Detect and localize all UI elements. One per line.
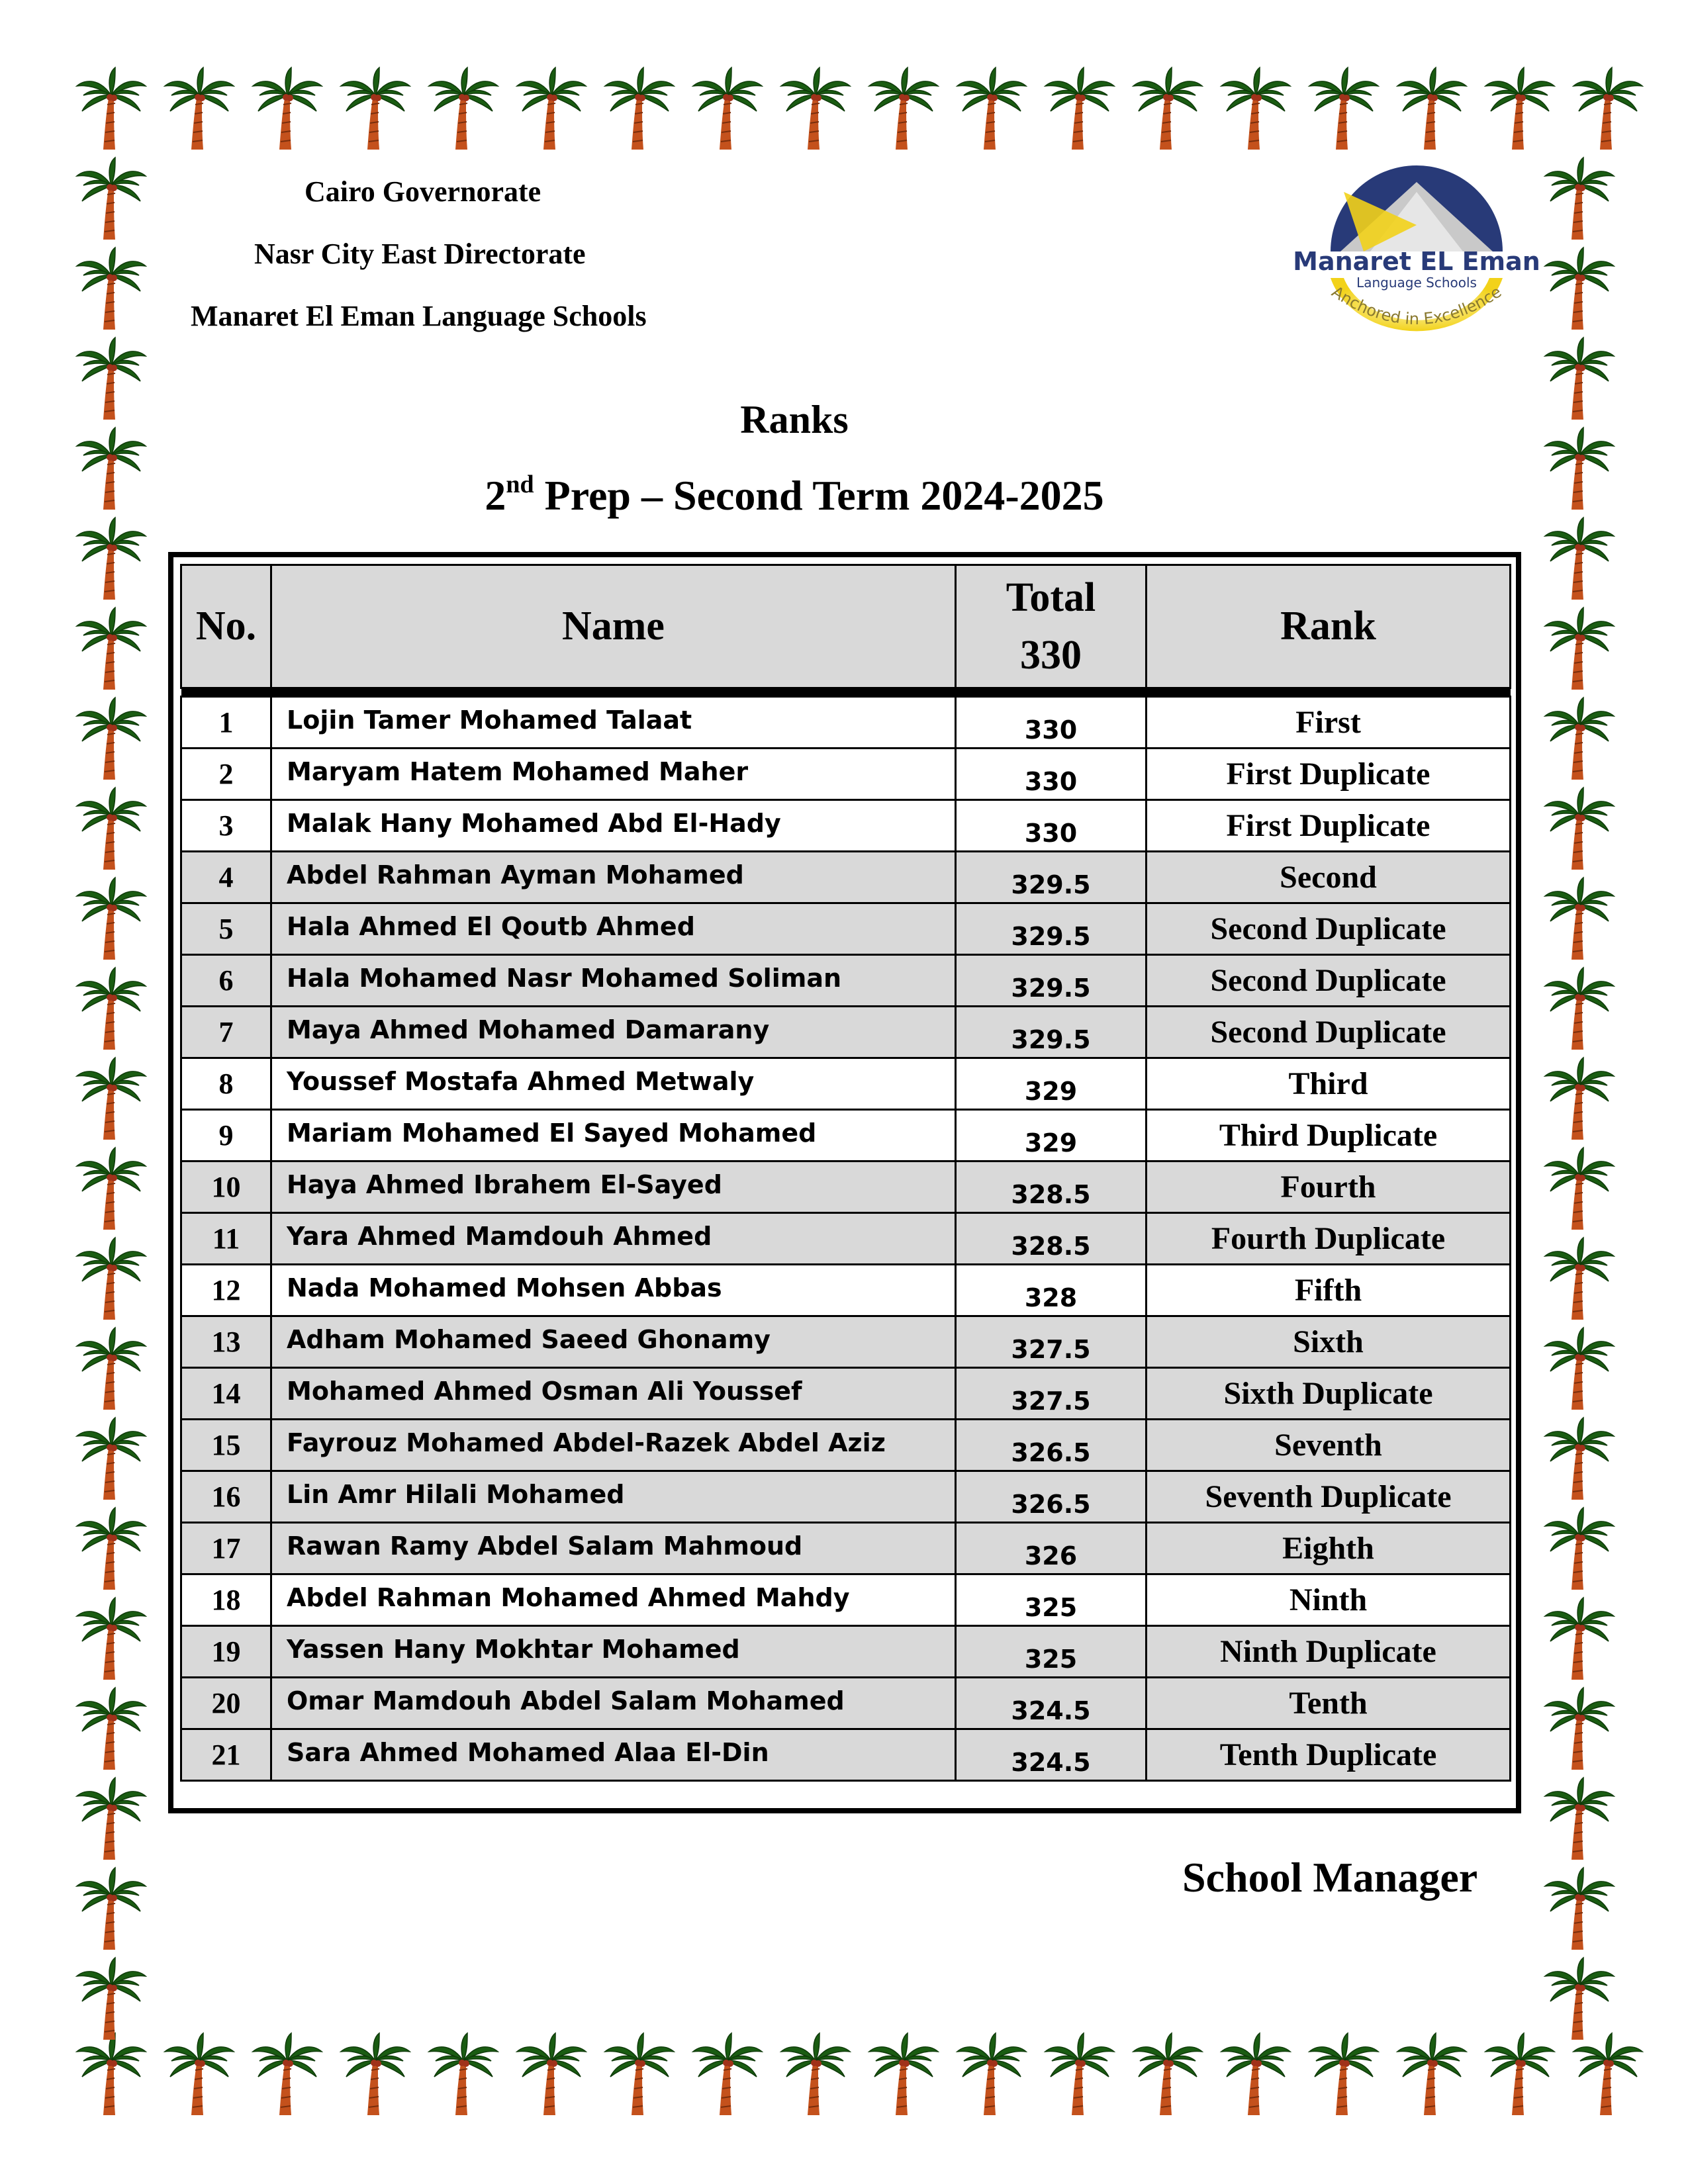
table-row <box>181 1626 1511 1678</box>
table-row <box>181 1110 1511 1161</box>
directorate-label: Nasr City East Directorate <box>254 238 586 270</box>
table-row <box>181 1523 1511 1574</box>
row-number: 13 <box>181 1316 271 1368</box>
ranks-table <box>180 564 1511 1782</box>
palm-tree-icon <box>1542 1686 1615 1772</box>
palm-tree-icon <box>1395 2032 1468 2118</box>
palm-tree-icon <box>1542 1956 1615 2042</box>
palm-tree-icon <box>1542 1236 1615 1322</box>
student-name: Youssef Mostafa Ahmed Metwaly <box>271 1058 956 1110</box>
total-score: 327.5 <box>956 1368 1147 1420</box>
palm-tree-icon <box>74 1776 147 1862</box>
palm-tree-icon <box>1542 1776 1615 1862</box>
student-name: Hala Mohamed Nasr Mohamed Soliman <box>271 955 956 1007</box>
student-name: Maryam Hatem Mohamed Maher <box>271 749 956 800</box>
table-row <box>181 1316 1511 1368</box>
palm-tree-icon <box>1219 2032 1291 2118</box>
palm-tree-icon <box>1131 66 1203 152</box>
total-score: 326.5 <box>956 1471 1147 1523</box>
row-number: 1 <box>181 697 271 749</box>
table-row <box>181 1729 1511 1781</box>
total-score: 326 <box>956 1523 1147 1574</box>
student-name: Mariam Mohamed El Sayed Mohamed <box>271 1110 956 1161</box>
total-score: 326.5 <box>956 1420 1147 1471</box>
palm-tree-icon <box>1307 66 1380 152</box>
header-separator-cell <box>181 688 1511 697</box>
rank-label: Second Duplicate <box>1147 955 1511 1007</box>
governorate-label: Cairo Governorate <box>305 175 541 208</box>
palm-tree-icon <box>74 1326 147 1412</box>
col-header-total <box>956 565 1147 688</box>
palm-tree-icon <box>338 2032 411 2118</box>
row-number: 21 <box>181 1729 271 1781</box>
palm-tree-icon <box>690 66 763 152</box>
rank-label: Ninth Duplicate <box>1147 1626 1511 1678</box>
table-row <box>181 1058 1511 1110</box>
total-score: 328.5 <box>956 1213 1147 1265</box>
palm-tree-icon <box>1043 2032 1115 2118</box>
school-name-label: Manaret El Eman Language Schools <box>191 300 647 332</box>
palm-tree-icon <box>426 2032 499 2118</box>
student-name: Rawan Ramy Abdel Salam Mahmoud <box>271 1523 956 1574</box>
row-number: 5 <box>181 903 271 955</box>
student-name: Abdel Rahman Ayman Mohamed <box>271 852 956 903</box>
row-number: 19 <box>181 1626 271 1678</box>
col-header-total-label: Total <box>1006 574 1096 620</box>
rank-label: Eighth <box>1147 1523 1511 1574</box>
palm-tree-icon <box>1542 966 1615 1052</box>
palm-tree-icon <box>1542 1596 1615 1682</box>
palm-tree-icon <box>602 2032 675 2118</box>
total-score: 324.5 <box>956 1729 1147 1781</box>
row-number: 16 <box>181 1471 271 1523</box>
palm-tree-icon <box>74 786 147 872</box>
rank-label: Sixth Duplicate <box>1147 1368 1511 1420</box>
table-row <box>181 1574 1511 1626</box>
student-name: Yara Ahmed Mamdouh Ahmed <box>271 1213 956 1265</box>
header-separator <box>181 688 1511 697</box>
total-score: 329 <box>956 1110 1147 1161</box>
palm-tree-icon <box>955 66 1027 152</box>
rank-label: First Duplicate <box>1147 800 1511 852</box>
rank-label: Third <box>1147 1058 1511 1110</box>
palm-tree-icon <box>1542 786 1615 872</box>
logo-motto: Anchored in Excellence <box>1328 282 1505 329</box>
total-score: 330 <box>956 800 1147 852</box>
rank-label: Second Duplicate <box>1147 1007 1511 1058</box>
total-score: 328.5 <box>956 1161 1147 1213</box>
palm-tree-icon <box>74 1236 147 1322</box>
palm-tree-icon <box>1542 156 1615 242</box>
palm-tree-icon <box>74 696 147 782</box>
palm-tree-icon <box>690 2032 763 2118</box>
palm-tree-icon <box>250 2032 323 2118</box>
table-row <box>181 800 1511 852</box>
palm-tree-icon <box>1131 2032 1203 2118</box>
table-header-row <box>181 565 1511 688</box>
student-name: Abdel Rahman Mohamed Ahmed Mahdy <box>271 1574 956 1626</box>
total-score: 330 <box>956 749 1147 800</box>
rank-label: Ninth <box>1147 1574 1511 1626</box>
row-number: 20 <box>181 1678 271 1729</box>
palm-tree-icon <box>74 1056 147 1142</box>
total-score: 329.5 <box>956 955 1147 1007</box>
palm-tree-icon <box>1542 1056 1615 1142</box>
rank-label: Fourth <box>1147 1161 1511 1213</box>
student-name: Yassen Hany Mokhtar Mohamed <box>271 1626 956 1678</box>
col-header-rank: Rank <box>1147 565 1511 688</box>
table-row <box>181 1471 1511 1523</box>
palm-tree-icon <box>955 2032 1027 2118</box>
row-number: 10 <box>181 1161 271 1213</box>
palm-tree-icon <box>74 966 147 1052</box>
total-score: 328 <box>956 1265 1147 1316</box>
palm-tree-icon <box>162 66 235 152</box>
row-number: 8 <box>181 1058 271 1110</box>
row-number: 6 <box>181 955 271 1007</box>
student-name: Adham Mohamed Saeed Ghonamy <box>271 1316 956 1368</box>
palm-tree-icon <box>1542 1416 1615 1502</box>
total-score: 327.5 <box>956 1316 1147 1368</box>
palm-tree-icon <box>1542 1506 1615 1592</box>
total-score: 329 <box>956 1058 1147 1110</box>
palm-tree-icon <box>867 66 939 152</box>
palm-tree-icon <box>514 66 587 152</box>
palm-tree-icon <box>1542 1866 1615 1952</box>
student-name: Nada Mohamed Mohsen Abbas <box>271 1265 956 1316</box>
palm-tree-icon <box>74 1416 147 1502</box>
table-row <box>181 697 1511 749</box>
page-title: Ranks <box>740 398 849 441</box>
palm-tree-icon <box>250 66 323 152</box>
total-score: 330 <box>956 697 1147 749</box>
rank-label: Second Duplicate <box>1147 903 1511 955</box>
palm-tree-icon <box>514 2032 587 2118</box>
signature-label: School Manager <box>1182 1854 1478 1901</box>
total-score: 325 <box>956 1626 1147 1678</box>
student-name: Mohamed Ahmed Osman Ali Youssef <box>271 1368 956 1420</box>
total-score: 325 <box>956 1574 1147 1626</box>
rank-label: First Duplicate <box>1147 749 1511 800</box>
palm-tree-icon <box>74 1956 147 2042</box>
rank-label: Tenth <box>1147 1678 1511 1729</box>
row-number: 2 <box>181 749 271 800</box>
rank-label: Third Duplicate <box>1147 1110 1511 1161</box>
table-row <box>181 852 1511 903</box>
rank-label: Second <box>1147 852 1511 903</box>
table-row <box>181 749 1511 800</box>
table-row <box>181 1420 1511 1471</box>
row-number: 4 <box>181 852 271 903</box>
palm-tree-icon <box>74 516 147 602</box>
palm-tree-icon <box>1542 696 1615 782</box>
palm-tree-icon <box>1542 1326 1615 1412</box>
table-row <box>181 1007 1511 1058</box>
palm-tree-icon <box>426 66 499 152</box>
palm-tree-icon <box>74 876 147 962</box>
palm-tree-icon <box>1043 66 1115 152</box>
palm-tree-icon <box>74 246 147 332</box>
palm-tree-icon <box>74 1686 147 1772</box>
palm-tree-icon <box>74 1146 147 1232</box>
palm-tree-icon <box>74 1506 147 1592</box>
total-score: 329.5 <box>956 903 1147 955</box>
row-number: 18 <box>181 1574 271 1626</box>
page-subtitle <box>0 471 1589 520</box>
table-row <box>181 1213 1511 1265</box>
student-name: Hala Ahmed El Qoutb Ahmed <box>271 903 956 955</box>
grade-suffix: nd <box>506 471 534 498</box>
palm-tree-icon <box>74 1596 147 1682</box>
palm-tree-icon <box>1395 66 1468 152</box>
table-row <box>181 903 1511 955</box>
palm-tree-icon <box>74 2032 147 2118</box>
palm-tree-icon <box>1219 66 1291 152</box>
row-number: 11 <box>181 1213 271 1265</box>
student-name: Fayrouz Mohamed Abdel-Razek Abdel Aziz <box>271 1420 956 1471</box>
rank-label: Fourth Duplicate <box>1147 1213 1511 1265</box>
palm-tree-icon <box>74 1866 147 1952</box>
table-row <box>181 1265 1511 1316</box>
student-name: Omar Mamdouh Abdel Salam Mohamed <box>271 1678 956 1729</box>
student-name: Sara Ahmed Mohamed Alaa El-Din <box>271 1729 956 1781</box>
palm-tree-icon <box>74 156 147 242</box>
student-name: Maya Ahmed Mohamed Damarany <box>271 1007 956 1058</box>
palm-tree-icon <box>778 66 851 152</box>
palm-tree-icon <box>778 2032 851 2118</box>
row-number: 12 <box>181 1265 271 1316</box>
rank-label: First <box>1147 697 1511 749</box>
row-number: 7 <box>181 1007 271 1058</box>
ranks-table-frame <box>168 552 1521 1813</box>
palm-tree-icon <box>1542 876 1615 962</box>
palm-tree-icon <box>1307 2032 1380 2118</box>
row-number: 14 <box>181 1368 271 1420</box>
table-body <box>181 688 1511 1781</box>
palm-tree-icon <box>867 2032 939 2118</box>
palm-tree-icon <box>1571 66 1644 152</box>
student-name: Haya Ahmed Ibrahem El-Sayed <box>271 1161 956 1213</box>
table-row <box>181 1161 1511 1213</box>
school-logo <box>1291 152 1542 344</box>
total-score: 324.5 <box>956 1678 1147 1729</box>
rank-label: Seventh <box>1147 1420 1511 1471</box>
palm-tree-icon <box>1542 1146 1615 1232</box>
grade-number: 2 <box>485 472 506 519</box>
rank-label: Fifth <box>1147 1265 1511 1316</box>
palm-tree-icon <box>74 606 147 692</box>
student-name: Lojin Tamer Mohamed Talaat <box>271 697 956 749</box>
row-number: 17 <box>181 1523 271 1574</box>
logo-subtitle: Language Schools <box>1356 275 1477 291</box>
col-header-no: No. <box>181 565 271 688</box>
palm-tree-icon <box>602 66 675 152</box>
palm-tree-icon <box>1483 66 1556 152</box>
palm-tree-icon <box>1542 516 1615 602</box>
palm-tree-icon <box>74 66 147 152</box>
col-header-name: Name <box>271 565 956 688</box>
rank-label: Sixth <box>1147 1316 1511 1368</box>
palm-tree-icon <box>1483 2032 1556 2118</box>
row-number: 3 <box>181 800 271 852</box>
palm-tree-icon <box>338 66 411 152</box>
rank-label: Seventh Duplicate <box>1147 1471 1511 1523</box>
row-number: 9 <box>181 1110 271 1161</box>
col-header-total-max: 330 <box>1020 632 1082 678</box>
logo-name: Manaret EL Eman <box>1293 247 1540 276</box>
palm-tree-icon <box>1542 606 1615 692</box>
student-name: Lin Amr Hilali Mohamed <box>271 1471 956 1523</box>
table-row <box>181 1368 1511 1420</box>
student-name: Malak Hany Mohamed Abd El-Hady <box>271 800 956 852</box>
table-row <box>181 1678 1511 1729</box>
palm-tree-icon <box>1571 2032 1644 2118</box>
total-score: 329.5 <box>956 1007 1147 1058</box>
palm-tree-icon <box>162 2032 235 2118</box>
total-score: 329.5 <box>956 852 1147 903</box>
table-row <box>181 955 1511 1007</box>
row-number: 15 <box>181 1420 271 1471</box>
rank-label: Tenth Duplicate <box>1147 1729 1511 1781</box>
palm-tree-icon <box>1542 246 1615 332</box>
term-label: Prep – Second Term 2024-2025 <box>534 472 1104 519</box>
